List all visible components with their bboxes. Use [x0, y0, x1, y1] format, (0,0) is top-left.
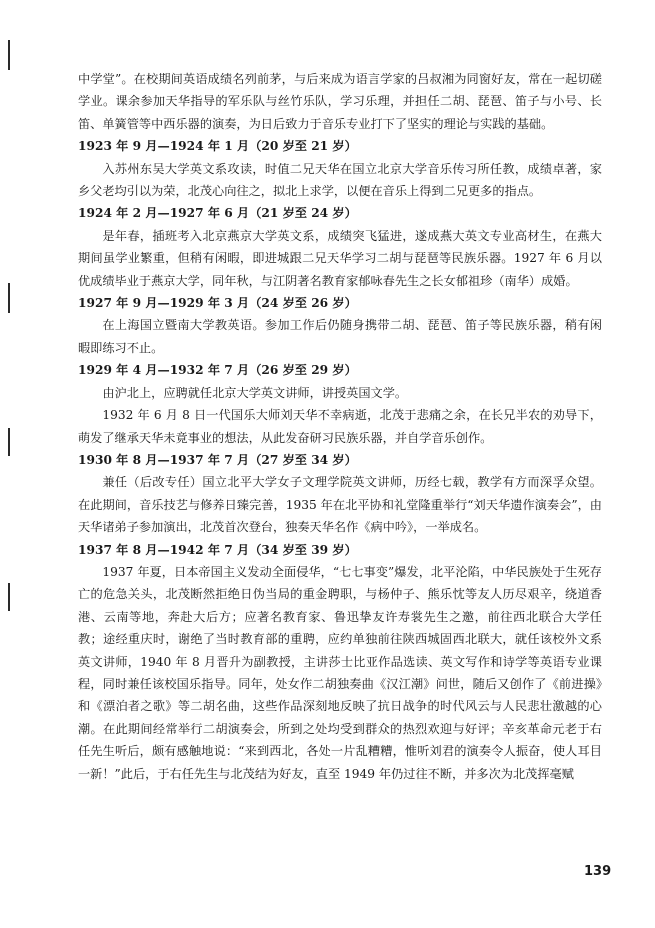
paragraph: 1932 年 6 月 8 日一代国乐大师刘天华不幸病逝，北茂于悲痛之余，在长兄半农的劝导下，萌发了继承天华未竟事业的想法，从此发奋研习民族乐器，并自学音乐创作。 [78, 408, 602, 445]
binding-mark [8, 428, 10, 456]
period-heading: 1927 年 9 月—1929 年 3 月（24 岁至 26 岁） [78, 296, 357, 311]
period-heading: 1937 年 8 月—1942 年 7 月（34 岁至 39 岁） [78, 542, 357, 557]
page-body [78, 68, 602, 785]
binding-mark [8, 283, 10, 313]
paragraph: 兼任（后改专任）国立北平大学女子文理学院英文讲师，历经七载，教学有方而深孚众望。在此期间，音乐技艺与修养日臻完善，1935 年在北平协和礼堂隆重举行“刘天华遗作演奏会”，由天华诸弟子参加演出，北茂首次登台，独奏天华名作《病中吟》，一举成名。 [78, 475, 602, 535]
paragraph: 入苏州东吴大学英文系攻读，时值二兄天华在国立北京大学音乐传习所任教，成绩卓著，家乡父老均引以为荣，北茂心向往之，拟北上求学，以便在音乐上得到二兄更多的指点。 [78, 161, 602, 199]
binding-mark [8, 40, 10, 70]
paragraph: 中学堂”。在校期间英语成绩名列前茅，与后来成为语言学家的吕叔湘为同窗好友，常在一起切磋学业。课余参加天华指导的军乐队与丝竹乐队，学习乐理，并担任二胡、琵琶、笛子与小号、长笛、单簧管等中西乐器的演奏，为日后致力于音乐专业打下了坚实的理论与实践的基础。 [78, 72, 602, 131]
binding-mark [8, 583, 10, 611]
period-heading: 1923 年 9 月—1924 年 1 月（20 岁至 21 岁） [78, 139, 357, 154]
period-heading: 1929 年 4 月—1932 年 7 月（26 岁至 29 岁） [78, 363, 357, 378]
paragraph: 1937 年夏，日本帝国主义发动全面侵华，“七七事变”爆发，北平沦陷，中华民族处于生死存亡的危急关头，北茂断然拒绝日伪当局的重金聘职，与杨仲子、熊乐忱等友人历尽艰辛，绕道香港、云南等地，奔赴大后方；应著名教育家、鲁迅挚友许寿裳先生之邀，前往西北联合大学任教；途经重庆时，谢绝了当时教育部的重聘，应约单独前往陕西城固西北联大，就任该校外文系英文讲师，1940 年 8 月晋升为副教授，主讲莎士比亚作品选读、英文写作和诗学等英语专业课程，同时兼任该校国乐指导。同年，处女作二胡独奏曲《汉江潮》问世，随后又创作了《前进操》和《漂泊者之歌》等二胡名曲，这些作品深刻地反映了抗日战争的时代风云与人民悲壮激越的心潮。在此期间经常举行二胡演奏会，所到之处均受到群众的热烈欢迎与好评；辛亥革命元老于右任先生听后，颇有感触地说：“来到西北，各处一片乱糟糟，惟听刘君的演奏令人振奋，使人耳目一新！”此后，于右任先生与北茂结为好友，直至 1949 年仍过往不断，并多次为北茂挥毫赋 [78, 564, 602, 781]
page-number: 139 [584, 864, 612, 879]
period-heading: 1924 年 2 月—1927 年 6 月（21 岁至 24 岁） [78, 206, 357, 221]
paragraph: 由沪北上，应聘就任北京大学英文讲师，讲授英国文学。 [102, 385, 408, 400]
period-heading: 1930 年 8 月—1937 年 7 月（27 岁至 34 岁） [78, 452, 357, 467]
paragraph: 在上海国立暨南大学教英语。参加工作后仍随身携带二胡、琵琶、笛子等民族乐器，稍有闲暇即练习不止。 [78, 318, 602, 355]
paragraph: 是年春，插班考入北京燕京大学英文系，成绩突飞猛进，遂成燕大英文专业高材生，在燕大期间虽学业繁重，但稍有闲暇，即进城跟二兄天华学习二胡与琵琶等民族乐器。1927 年 6 月以优成绩毕业于燕京大学，同年秋，与江阴著名教育家郁咏春先生之长女郁祖珍（南华）成婚。 [78, 228, 602, 288]
